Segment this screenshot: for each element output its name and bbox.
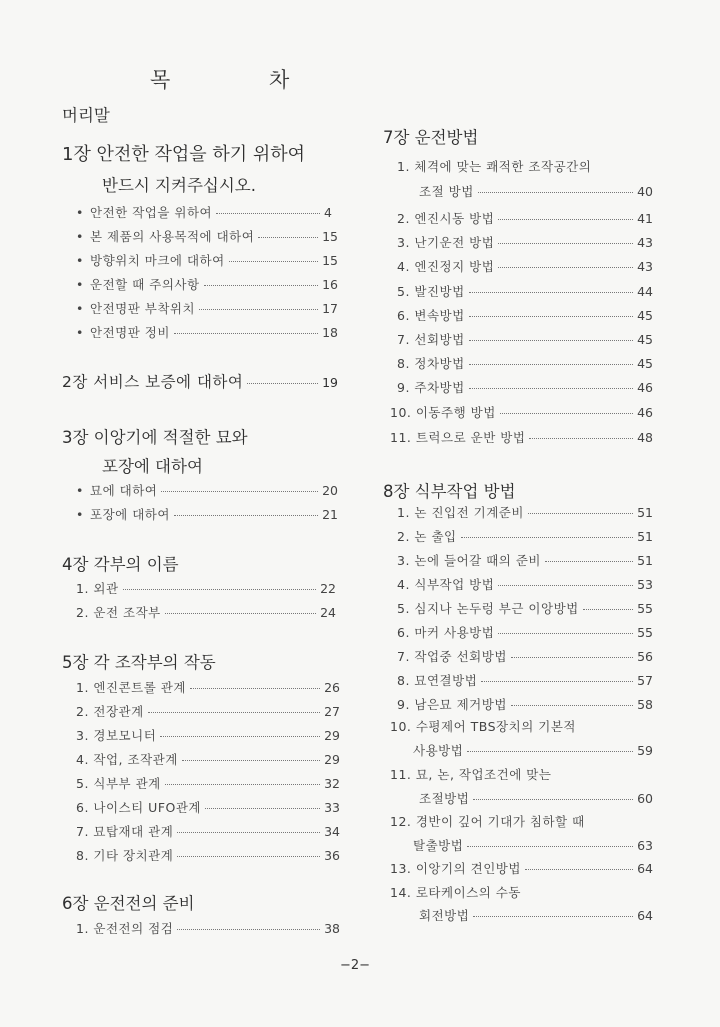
leader-dots: [498, 267, 633, 268]
leader-dots: [177, 832, 320, 833]
toc-entry[interactable]: 5. 발진방법 44: [397, 284, 653, 299]
toc-entry[interactable]: 1. 운전전의 점검 38: [76, 921, 340, 936]
toc-entry[interactable]: 13. 이앙기의 견인방법 64: [390, 861, 653, 876]
toc-entry[interactable]: • 안전한 작업을 위하여 4: [76, 205, 332, 220]
toc-entry[interactable]: 9. 주차방법 46: [397, 380, 653, 395]
leader-dots: [511, 657, 633, 658]
toc-entry[interactable]: 7. 작업중 선회방법 56: [397, 649, 653, 664]
bullet-icon: •: [76, 277, 84, 292]
leader-dots: [469, 340, 633, 341]
chapter-5-title: 5장 각 조작부의 작동: [62, 653, 216, 672]
chapter-1-title-line2: 반드시 지켜주십시오.: [102, 176, 256, 195]
chapter-6-title: 6장 운전전의 준비: [62, 894, 195, 913]
toc-entry[interactable]: 10. 이동주행 방법 46: [390, 405, 653, 420]
toc-entry[interactable]: 7. 선회방법 45: [397, 332, 653, 347]
leader-dots: [467, 846, 633, 847]
leader-dots: [177, 856, 320, 857]
leader-dots: [528, 513, 633, 514]
toc-entry[interactable]: • 포장에 대하여 21: [76, 507, 338, 522]
leader-dots: [165, 613, 316, 614]
toc-entry[interactable]: • 묘에 대하여 20: [76, 483, 338, 498]
leader-dots: [500, 413, 633, 414]
toc-entry-line1[interactable]: 11. 묘, 논, 작업조건에 맞는: [390, 767, 552, 782]
toc-entry[interactable]: 8. 정차방법 45: [397, 356, 653, 371]
leader-dots: [498, 243, 633, 244]
toc-entry[interactable]: 3. 논에 들어갈 때의 준비 51: [397, 553, 653, 568]
leader-dots: [216, 213, 320, 214]
toc-entry[interactable]: 6. 마커 사용방법 55: [397, 625, 653, 640]
leader-dots: [229, 261, 318, 262]
toc-entry[interactable]: 9. 남은묘 제거방법 58: [397, 697, 653, 712]
toc-entry[interactable]: 6. 나이스티 UFO관계 33: [76, 800, 340, 815]
toc-entry[interactable]: 조절방법 60: [419, 791, 653, 806]
leader-dots: [205, 808, 320, 809]
toc-entry[interactable]: 4. 엔진정지 방법 43: [397, 259, 653, 274]
toc-entry[interactable]: 8. 기타 장치관계 36: [76, 848, 340, 863]
chapter-8-title: 8장 식부작업 방법: [383, 482, 516, 501]
leader-dots: [174, 515, 318, 516]
toc-entry[interactable]: 5. 심지나 논두렁 부근 이앙방법 55: [397, 601, 653, 616]
page-number: −2−: [340, 958, 371, 973]
toc-entry[interactable]: 5. 식부부 관계 32: [76, 776, 340, 791]
leader-dots: [478, 192, 633, 193]
leader-dots: [123, 589, 317, 590]
toc-entry-line1[interactable]: 12. 경반이 깊어 기대가 침하할 때: [390, 814, 585, 829]
leader-dots: [469, 364, 633, 365]
bullet-icon: •: [76, 229, 84, 244]
toc-entry-line1[interactable]: 14. 로타케이스의 수동: [390, 885, 521, 900]
toc-entry[interactable]: 2. 전장관계 27: [76, 704, 340, 719]
chapter-2-entry[interactable]: 2장 서비스 보증에 대하여 19: [62, 373, 338, 391]
leader-dots: [161, 491, 318, 492]
toc-entry[interactable]: • 안전명판 정비 18: [76, 325, 338, 340]
toc-entry[interactable]: 2. 논 출입 51: [397, 529, 653, 544]
leader-dots: [258, 237, 318, 238]
toc-entry[interactable]: 2. 운전 조작부 24: [76, 605, 336, 620]
toc-entry-line1[interactable]: 10. 수평제어 TBS장치의 기본적: [390, 719, 576, 734]
toc-entry[interactable]: 6. 변속방법 45: [397, 308, 653, 323]
toc-entry[interactable]: 1. 논 진입전 기계준비 51: [397, 505, 653, 520]
toc-entry[interactable]: 조절 방법 40: [419, 184, 653, 199]
toc-entry-line1[interactable]: 1. 체격에 맞는 쾌적한 조작공간의: [397, 159, 592, 174]
toc-entry[interactable]: • 안전명판 부착위치 17: [76, 301, 338, 316]
leader-dots: [498, 585, 633, 586]
leader-dots: [525, 869, 633, 870]
toc-entry[interactable]: • 본 제품의 사용목적에 대하여 15: [76, 229, 338, 244]
toc-entry[interactable]: 사용방법 59: [413, 743, 653, 758]
toc-entry[interactable]: 4. 식부작업 방법 53: [397, 577, 653, 592]
leader-dots: [469, 316, 633, 317]
leader-dots: [498, 633, 633, 634]
chapter-1-title: 1장 안전한 작업을 하기 위하여: [62, 144, 305, 165]
toc-entry[interactable]: 2. 엔진시동 방법 41: [397, 211, 653, 226]
leader-dots: [583, 609, 633, 610]
leader-dots: [469, 292, 633, 293]
toc-entry[interactable]: 3. 난기운전 방법 43: [397, 235, 653, 250]
preface-heading: 머리말: [62, 106, 110, 125]
toc-entry[interactable]: • 운전할 때 주의사항 16: [76, 277, 338, 292]
chapter-7-title: 7장 운전방법: [383, 128, 479, 147]
leader-dots: [511, 705, 633, 706]
leader-dots: [481, 681, 633, 682]
chapter-3-title: 3장 이앙기에 적절한 묘와: [62, 428, 248, 447]
bullet-icon: •: [76, 205, 84, 220]
chapter-4-title: 4장 각부의 이름: [62, 555, 179, 574]
bullet-icon: •: [76, 253, 84, 268]
leader-dots: [529, 438, 633, 439]
leader-dots: [498, 219, 633, 220]
toc-entry[interactable]: 4. 작업, 조작관계 29: [76, 752, 340, 767]
leader-dots: [467, 751, 633, 752]
leader-dots: [165, 784, 320, 785]
bullet-icon: •: [76, 483, 84, 498]
bullet-icon: •: [76, 325, 84, 340]
leader-dots: [199, 309, 318, 310]
leader-dots: [473, 916, 633, 917]
leader-dots: [182, 760, 320, 761]
leader-dots: [545, 561, 633, 562]
bullet-icon: •: [76, 507, 84, 522]
leader-dots: [160, 736, 320, 737]
toc-entry[interactable]: 1. 엔진콘트롤 관계 26: [76, 680, 340, 695]
bullet-icon: •: [76, 301, 84, 316]
leader-dots: [204, 285, 319, 286]
toc-entry[interactable]: 회전방법 64: [419, 908, 653, 923]
page-title: 목 차: [150, 68, 336, 92]
toc-entry[interactable]: 8. 묘연결방법 57: [397, 673, 653, 688]
leader-dots: [461, 537, 633, 538]
toc-entry[interactable]: 탈출방법 63: [413, 838, 653, 853]
toc-entry[interactable]: 11. 트럭으로 운반 방법 48: [390, 430, 653, 445]
leader-dots: [247, 383, 318, 384]
leader-dots: [174, 333, 318, 334]
leader-dots: [469, 388, 633, 389]
chapter-3-title-line2: 포장에 대하여: [102, 457, 203, 476]
leader-dots: [473, 799, 633, 800]
leader-dots: [177, 929, 320, 930]
toc-entry[interactable]: 1. 외관 22: [76, 581, 336, 596]
leader-dots: [190, 688, 320, 689]
leader-dots: [148, 712, 320, 713]
toc-entry[interactable]: • 방향위치 마크에 대하여 15: [76, 253, 338, 268]
toc-entry[interactable]: 3. 경보모니터 29: [76, 728, 340, 743]
toc-entry[interactable]: 7. 묘탑재대 관계 34: [76, 824, 340, 839]
